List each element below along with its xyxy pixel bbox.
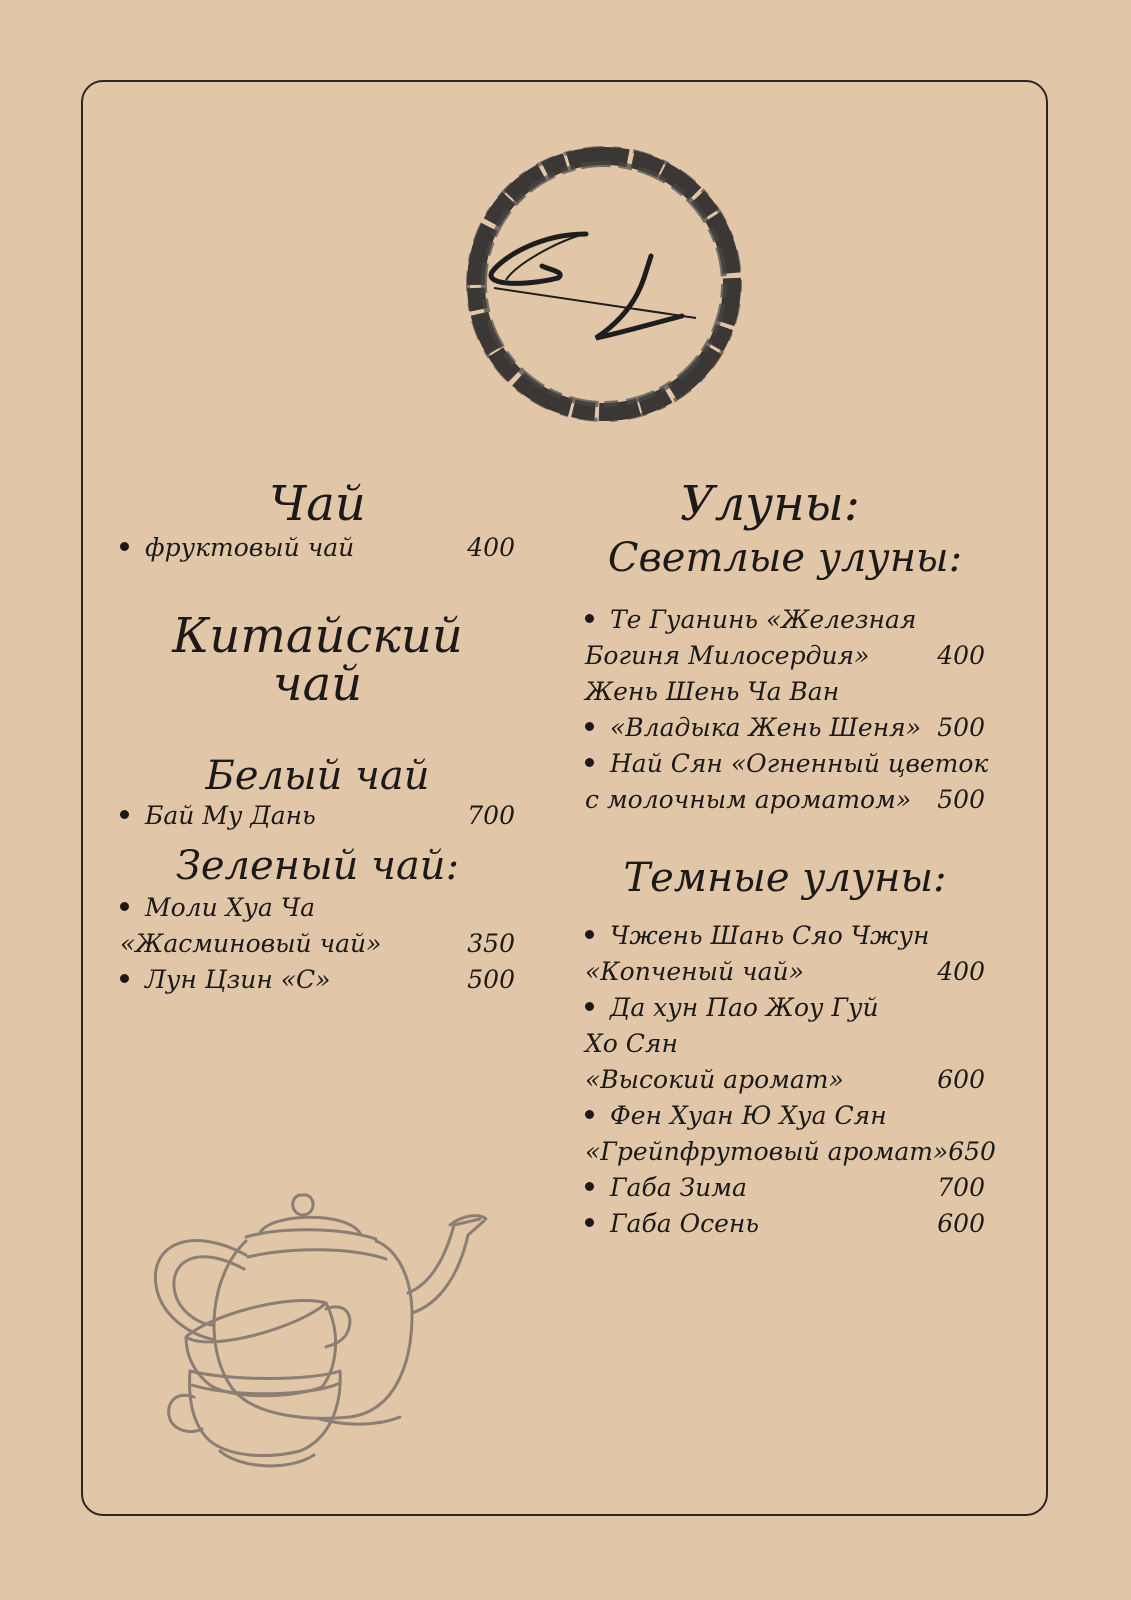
- section-title-chinese-tea: Китайский чай: [172, 608, 463, 712]
- menu-item: [585, 990, 985, 1026]
- logo-emblem: [446, 138, 762, 434]
- menu-item-continued: [585, 954, 985, 990]
- item-name: Чжень Шань Сяо Чжун: [610, 921, 930, 950]
- menu-item: [585, 746, 989, 782]
- bullet: [120, 902, 129, 911]
- menu-item-continued: Хо Сян: [585, 1029, 678, 1058]
- item-name: Да хун Пао Жоу Гуй: [610, 993, 879, 1022]
- item-price: 350: [467, 929, 515, 958]
- menu-item: [120, 530, 515, 566]
- menu-item-continued: [585, 638, 985, 674]
- menu-item-continued: [585, 1134, 996, 1170]
- item-name: «Копченый чай»: [585, 957, 804, 986]
- item-price: 700: [937, 1173, 985, 1202]
- menu-item: [585, 918, 985, 954]
- section-title-white-tea: Белый чай: [205, 753, 430, 799]
- teapot-and-cups-illustration: [150, 1185, 520, 1495]
- item-name: «Высокий аромат»: [585, 1065, 844, 1094]
- bullet: [585, 1182, 594, 1191]
- menu-item: [120, 962, 515, 998]
- menu-item-continued: [585, 1062, 985, 1098]
- item-price: 500: [937, 713, 985, 742]
- item-name: Лун Цзин «С»: [145, 965, 331, 994]
- item-price: 600: [937, 1065, 985, 1094]
- item-name: Габа Зима: [610, 1173, 747, 1202]
- item-name: «Жасминовый чай»: [120, 929, 382, 958]
- section-title-dark-oolongs: Темные улуны:: [623, 855, 947, 901]
- right-column: [585, 476, 996, 1242]
- section-title-light-oolongs: Светлые улуны:: [607, 535, 963, 581]
- item-price: 500: [467, 965, 515, 994]
- item-name: Габа Осень: [610, 1209, 759, 1238]
- menu-item: [585, 710, 985, 746]
- bullet: [585, 614, 594, 623]
- bullet: [585, 722, 594, 731]
- menu-item: [585, 1170, 985, 1206]
- bullet: [120, 542, 129, 551]
- item-name: Бай Му Дань: [145, 801, 316, 830]
- left-column: [120, 476, 515, 998]
- item-name: с молочным ароматом»: [585, 785, 912, 814]
- bullet: [585, 758, 594, 767]
- item-price: 650: [948, 1137, 996, 1166]
- item-name: «Грейпфрутовый аромат»: [585, 1137, 949, 1166]
- menu-item-heading: Жень Шень Ча Ван: [585, 677, 840, 706]
- item-name: «Владыка Жень Шеня»: [610, 713, 922, 742]
- section-title-tea: Чай: [269, 476, 366, 532]
- item-name: Те Гуанинь «Железная: [610, 605, 917, 634]
- menu-item: [585, 1098, 985, 1134]
- item-price: 400: [937, 641, 985, 670]
- item-price: 400: [467, 533, 515, 562]
- section-title-green-tea: Зеленый чай:: [175, 843, 460, 889]
- bullet: [585, 1110, 594, 1119]
- item-price: 700: [467, 801, 515, 830]
- gallery-loft-logo: [446, 138, 762, 434]
- menu-item: [585, 602, 985, 638]
- item-name: Моли Хуа Ча: [145, 893, 315, 922]
- menu-item-continued: [120, 926, 515, 962]
- menu-item-continued: [585, 782, 985, 818]
- item-name: Богиня Милосердия»: [585, 641, 870, 670]
- menu-item: [120, 890, 515, 926]
- item-name: фруктовый чай: [145, 533, 355, 562]
- menu-item: [585, 1206, 985, 1242]
- bullet: [585, 1002, 594, 1011]
- bullet: [120, 810, 129, 819]
- teapot-icon: [150, 1185, 520, 1495]
- bullet: [585, 1218, 594, 1227]
- menu-item: [120, 798, 515, 834]
- item-price: 400: [937, 957, 985, 986]
- item-name: Най Сян «Огненный цветок: [610, 749, 989, 778]
- item-name: Фен Хуан Ю Хуа Сян: [610, 1101, 887, 1130]
- bullet: [585, 930, 594, 939]
- section-title-oolongs: Улуны:: [680, 476, 860, 532]
- item-price: 500: [937, 785, 985, 814]
- bullet: [120, 974, 129, 983]
- item-price: 600: [937, 1209, 985, 1238]
